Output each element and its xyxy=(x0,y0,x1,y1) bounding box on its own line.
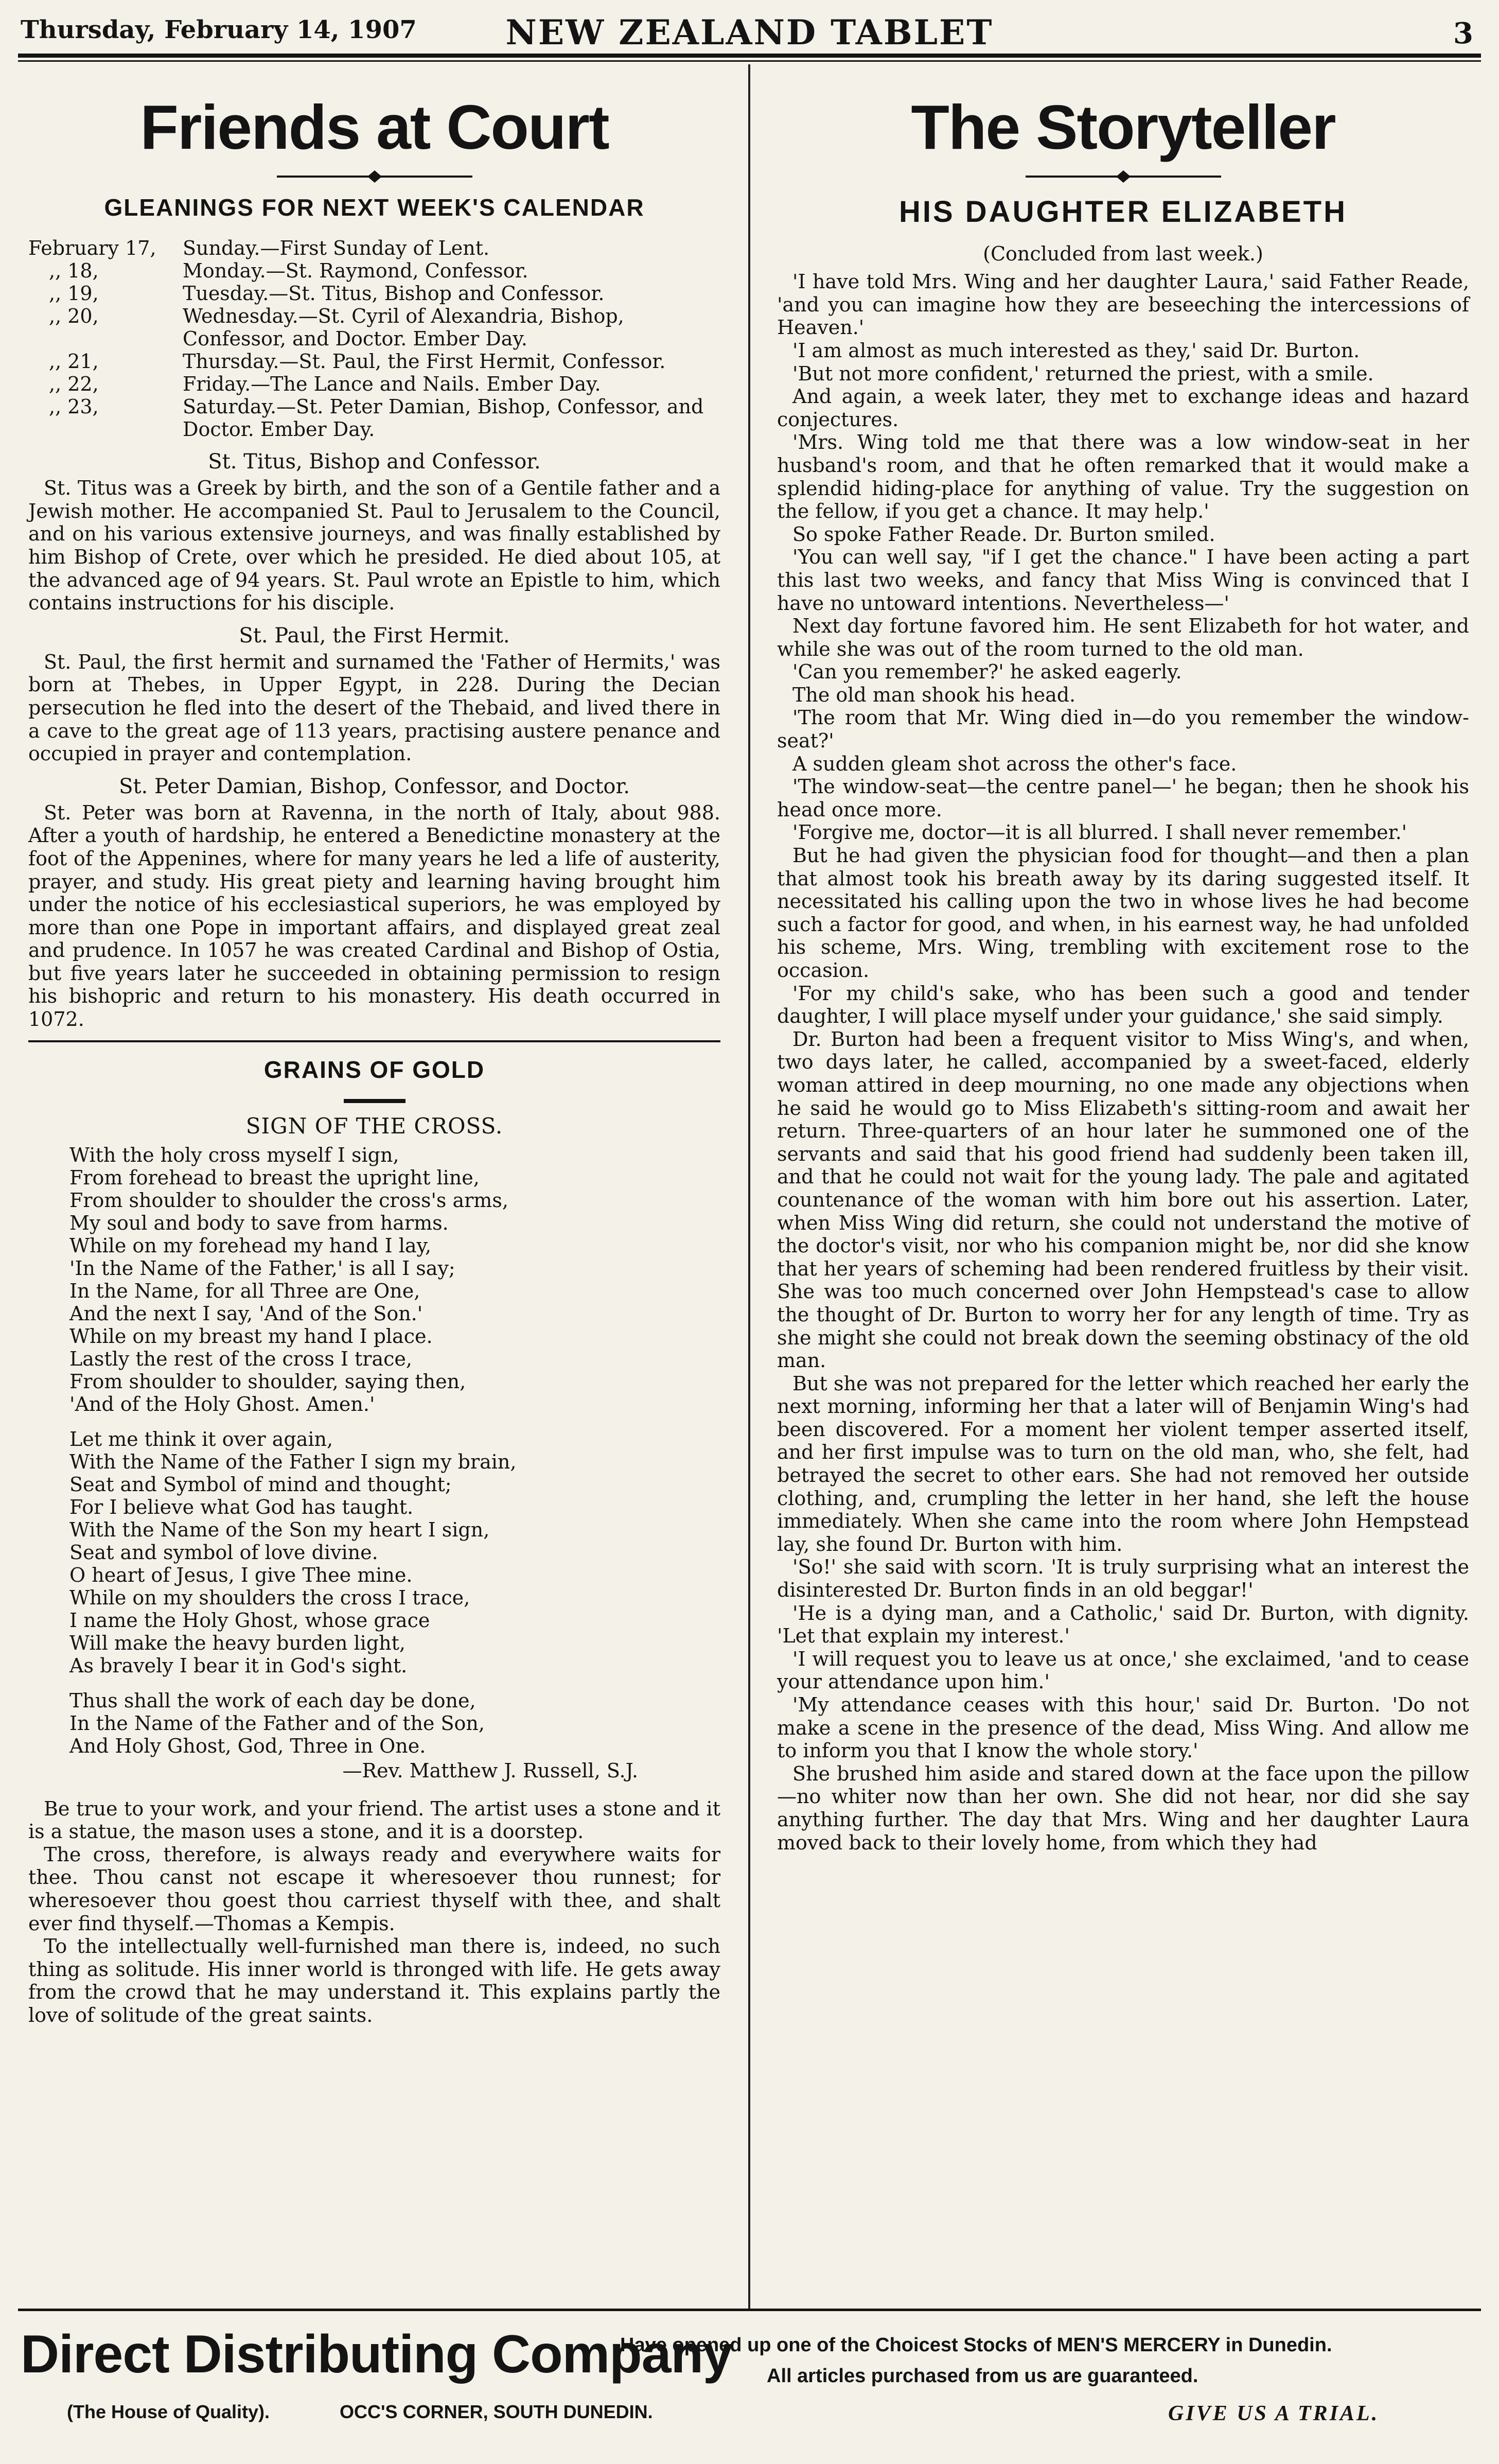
story-paragraph: 'You can well say, "if I get the chance." I have been acting a part this last two weeks, and fancy that Miss Wing is convinced that I have no untoward intentions. Nevertheless—' xyxy=(777,546,1469,615)
poem-line: While on my breast my hand I place. xyxy=(69,1324,433,1348)
poem-line: O heart of Jesus, I give Thee mine. xyxy=(69,1563,413,1586)
poem-line: Lastly the rest of the cross I trace, xyxy=(69,1347,412,1370)
story-paragraph: 'My attendance ceases with this hour,' said Dr. Burton. 'Do not make a scene in the presence of the dead, Miss Wing. And allow me to inform you that I know the whole story.' xyxy=(777,1693,1469,1762)
poem-line: I name the Holy Ghost, whose grace xyxy=(69,1609,430,1632)
calendar-entry xyxy=(28,282,720,305)
poem-line: With the holy cross myself I sign, xyxy=(69,1143,399,1166)
story-paragraph: 'Forgive me, doctor—it is all blurred. I shall never remember.' xyxy=(792,821,1407,844)
poem-line: From shoulder to shoulder the cross's arms, xyxy=(69,1189,508,1212)
poem-line: From forehead to breast the upright line, xyxy=(69,1166,480,1189)
story-paragraph: But he had given the physician food for thought—and then a plan that almost took his breath away by its daring suggested itself. It necessitated his calling upon the two in whose lives he had become such a factor for good, and when, in his earnest way, he had unfolded his scheme, Mrs. Wing, trembling with excitement rose to the occasion. xyxy=(777,844,1469,982)
story-body xyxy=(777,270,1469,1854)
calendar-date: ,, 18, xyxy=(49,259,99,283)
poem-line: While on my shoulders the cross I trace, xyxy=(69,1586,470,1609)
newspaper-title: NEW ZEALAND TABLET xyxy=(505,12,994,53)
story-paragraph: So spoke Father Reade. Dr. Burton smiled. xyxy=(792,522,1215,546)
calendar-date: February 17, xyxy=(28,237,156,260)
poem-line: With the Name of the Son my heart I sign, xyxy=(69,1518,490,1541)
concluded-note: (Concluded from last week.) xyxy=(983,242,1263,266)
calendar-entry xyxy=(28,305,720,350)
stanza-gap xyxy=(28,1416,720,1428)
calendar-entry xyxy=(28,237,720,259)
story-paragraph: 'But not more confident,' returned the priest, with a smile. xyxy=(792,362,1374,385)
stanza-gap xyxy=(28,1677,720,1689)
calendar-text: Monday.—St. Raymond, Confessor. xyxy=(183,259,528,283)
calendar-text: Wednesday.—St. Cyril of Alexandria, Bishop, Confessor, and Doctor. Ember Day. xyxy=(183,305,624,351)
poem-line: As bravely I bear it in God's sight. xyxy=(69,1654,408,1677)
story-paragraph: 'I will request you to leave us at once,' she exclaimed, 'and to cease your attendance upon him.' xyxy=(777,1647,1469,1693)
poem-line: For I believe what God has taught. xyxy=(69,1495,414,1518)
poem-line: In the Name of the Father and of the Son, xyxy=(69,1711,485,1735)
poem-line: 'And of the Holy Ghost. Amen.' xyxy=(69,1392,375,1416)
story-paragraph: 'For my child's sake, who has been such a good and tender daughter, I will place myself under your guidance,' she said simply. xyxy=(777,982,1469,1028)
story-paragraph: She brushed him aside and stared down at the face upon the pillow—no whiter now than her own. She did not hear, nor did she say anything further. The day that Mrs. Wing and her daughter Laura moved back to their lovely home, from which they had xyxy=(777,1762,1469,1854)
calendar-subheading: GLEANINGS FOR NEXT WEEK'S CALENDAR xyxy=(104,194,645,221)
short-rule xyxy=(344,1099,405,1103)
paragraph: The cross, therefore, is always ready and everywhere waits for thee. Thou canst not escape it wheresoever thou runnest; for wheresoever thou goest thou carriest thyself with thee, and shalt ever find thyself.—Thomas a Kempis. xyxy=(28,1843,720,1935)
calendar-entry xyxy=(28,259,720,282)
calendar-date: ,, 20, xyxy=(49,305,99,328)
poem-line: My soul and body to save from harms. xyxy=(69,1211,449,1234)
masthead-rule xyxy=(18,54,1481,58)
story-paragraph: A sudden gleam shot across the other's face. xyxy=(792,752,1237,775)
saint-title: St. Peter Damian, Bishop, Confessor, and Doctor. xyxy=(119,774,630,798)
calendar-date: ,, 22, xyxy=(49,373,99,396)
story-paragraph: 'He is a dying man, and a Catholic,' said Dr. Burton, with dignity. 'Let that explain my interest.' xyxy=(777,1601,1469,1648)
ornament-divider-icon xyxy=(267,169,483,184)
saint-title: St. Paul, the First Hermit. xyxy=(239,623,510,648)
poem-line: Let me think it over again, xyxy=(69,1427,333,1451)
poem-line: Thus shall the work of each day be done, xyxy=(69,1689,476,1712)
left-column xyxy=(28,82,720,2027)
saint-paragraph: St. Paul, the first hermit and surnamed the 'Father of Hermits,' was born at Thebes, in Upper Egypt, in 228. During the Decian persecution he fled into the desert of the Thebaid, and lived there in a cave to the great age of 113 years, practising austere penance and occupied in prayer and contemplation. xyxy=(28,650,720,765)
advert-tagline: (The House of Quality). xyxy=(67,2401,270,2422)
saint-title: St. Titus, Bishop and Confessor. xyxy=(208,450,541,474)
ornament-divider-icon xyxy=(1015,169,1231,184)
story-paragraph: 'The window-seat—the centre panel—' he began; then he shook his head once more. xyxy=(777,775,1469,821)
calendar-text: Thursday.—St. Paul, the First Hermit, Confessor. xyxy=(183,350,666,373)
poem xyxy=(28,1144,720,1757)
story-paragraph: 'I have told Mrs. Wing and her daughter Laura,' said Father Reade, 'and you can imagine how they are beseeching the intercessions of Heaven.' xyxy=(777,270,1469,339)
story-paragraph: The old man shook his head. xyxy=(792,683,1076,706)
poem-line: Seat and Symbol of mind and thought; xyxy=(69,1473,452,1496)
calendar-date: ,, 19, xyxy=(49,282,99,305)
saints-section xyxy=(28,450,720,1030)
calendar-date: ,, 23, xyxy=(49,395,99,418)
story-paragraph: 'So!' she said with scorn. 'It is truly surprising what an interest the disinterested Dr. Burton finds in an old beggar!' xyxy=(777,1556,1469,1602)
story-title: HIS DAUGHTER ELIZABETH xyxy=(899,195,1347,229)
poem-line: Seat and symbol of love divine. xyxy=(69,1541,378,1564)
masthead xyxy=(21,9,1478,53)
story-paragraph: 'Mrs. Wing told me that there was a low window-seat in her husband's room, and that he often remarked that it would make a splendid hiding-place for anything of value. Try the suggestion on the fellow, if you get a chance. It may help.' xyxy=(777,431,1469,523)
advert-address: OCC'S CORNER, SOUTH DUNEDIN. xyxy=(340,2401,653,2422)
issue-date: Thursday, February 14, 1907 xyxy=(21,15,417,44)
section-heading-storyteller: The Storyteller xyxy=(911,92,1335,162)
poem-attribution: —Rev. Matthew J. Russell, S.J. xyxy=(342,1759,638,1782)
page-number: 3 xyxy=(1453,16,1473,50)
saint-paragraph: St. Peter was born at Ravenna, in the north of Italy, about 988. After a youth of hardship, he entered a Benedictine monastery at the foot of the Appenines, where for many years he led a life of austerity, prayer, and study. His great piety and learning having brought him under the notice of his ecclesiastical superiors, he was employed by more than one Pope in important affairs, and displayed great zeal and prudence. In 1057 he was created Cardinal and Bishop of Ostia, but five years later he succeeded in obtaining permission to resign his bishopric and return to his monastery. His death occurred in 1072. xyxy=(28,801,720,1031)
calendar-date: ,, 21, xyxy=(49,350,99,373)
advert-call-to-action: GIVE US A TRIAL. xyxy=(1168,2402,1380,2425)
poem-line: And the next I say, 'And of the Son.' xyxy=(69,1302,423,1325)
calendar-text: Saturday.—St. Peter Damian, Bishop, Confessor, and Doctor. Ember Day. xyxy=(183,395,704,441)
calendar-list xyxy=(28,237,720,441)
paragraph: Be true to your work, and your friend. The artist uses a stone and it is a statue, the mason uses a stone, and it is a doorstep. xyxy=(28,1797,720,1843)
story-paragraph: Dr. Burton had been a frequent visitor to Miss Wing's, and when, two days later, he called, accompanied by a sweet-faced, elderly woman attired in deep mourning, no one made any objections when he said he would go to Miss Elizabeth's sitting-room and await her return. Three-quarters of an hour later he summoned one of the servants and said that his good friend had suddenly been taken ill, and that he could not wait for the young lady. The pale and agitated countenance of the woman with him bore out his assertion. Later, when Miss Wing did return, she could not understand the motive of the doctor's visit, nor who his companion might be, nor did she know that her years of scheming had been rendered fruitless by their visit. She was too much concerned over John Hempstead's case to allow the thought of Dr. Burton to worry her for any length of time. Try as she might she could not break down the seeming obstinacy of the old man. xyxy=(777,1027,1469,1372)
calendar-entry xyxy=(28,395,720,441)
poem-line: From shoulder to shoulder, saying then, xyxy=(69,1370,466,1393)
advert-text-line: Have opened up one of the Choicest Stocks of MEN'S MERCERY in Dunedin. xyxy=(620,2334,1332,2356)
story-paragraph: 'Can you remember?' he asked eagerly. xyxy=(792,660,1182,684)
column-divider xyxy=(748,64,750,2309)
poem-line: In the Name, for all Three are One, xyxy=(69,1279,420,1302)
paragraph: To the intellectually well-furnished man there is, indeed, no such thing as solitude. His inner world is thronged with life. He gets away from the crowd that he may understand it. This explains partly the love of solitude of the great saints. xyxy=(28,1935,720,2026)
story-paragraph: 'The room that Mr. Wing died in—do you remember the window-seat?' xyxy=(777,706,1469,753)
calendar-text: Sunday.—First Sunday of Lent. xyxy=(183,237,490,260)
story-paragraph: 'I am almost as much interested as they,' said Dr. Burton. xyxy=(792,339,1360,362)
story-paragraph: But she was not prepared for the letter which reached her early the next morning, informing her that a later will of Benjamin Wing's had been discovered. For a moment her violent temper asserted itself, and her first impulse was to turn on the old man, who, she felt, had betrayed the secret to other ears. She had not removed her outside clothing, and, crumpling the letter in her hand, she left the house immediately. When she came into the room where John Hempstead lay, she found Dr. Burton with him. xyxy=(777,1372,1469,1556)
calendar-entry xyxy=(28,373,720,395)
footer-rule xyxy=(18,2309,1481,2311)
calendar-text: Friday.—The Lance and Nails. Ember Day. xyxy=(183,373,601,396)
poem-line: While on my forehead my hand I lay, xyxy=(69,1234,432,1257)
story-paragraph: And again, a week later, they met to exchange ideas and hazard conjectures. xyxy=(777,385,1469,431)
story-paragraph: Next day fortune favored him. He sent Elizabeth for hot water, and while she was out of the room turned to the old man. xyxy=(777,615,1469,660)
grains-paragraphs xyxy=(28,1797,720,2027)
poem-line: Will make the heavy burden light, xyxy=(69,1631,405,1654)
saint-paragraph: St. Titus was a Greek by birth, and the son of a Gentile father and a Jewish mother. He accompanied St. Paul to Jerusalem to the Council, and on his various extensive journeys, and was finally established by him Bishop of Crete, over which he presided. He died about 105, at the advanced age of 94 years. St. Paul wrote an Epistle to him, which contains instructions for his disciple. xyxy=(28,477,720,615)
advertisement xyxy=(21,2319,1478,2448)
masthead-rule-thin xyxy=(18,60,1481,62)
section-heading-friends-at-court: Friends at Court xyxy=(140,92,609,162)
advert-text-line: All articles purchased from us are guaranteed. xyxy=(767,2365,1198,2387)
poem-title: SIGN OF THE CROSS. xyxy=(245,1113,503,1139)
poem-line: With the Name of the Father I sign my brain, xyxy=(69,1450,517,1473)
poem-line: And Holy Ghost, God, Three in One. xyxy=(69,1734,426,1757)
poem-line: 'In the Name of the Father,' is all I say; xyxy=(69,1256,455,1280)
calendar-entry xyxy=(28,350,720,373)
grains-of-gold-heading: GRAINS OF GOLD xyxy=(263,1056,485,1083)
advert-company-name: Direct Distributing Company xyxy=(21,2325,732,2384)
right-column xyxy=(777,82,1469,1854)
calendar-text: Tuesday.—St. Titus, Bishop and Confessor. xyxy=(183,282,605,305)
section-rule xyxy=(28,1040,720,1042)
